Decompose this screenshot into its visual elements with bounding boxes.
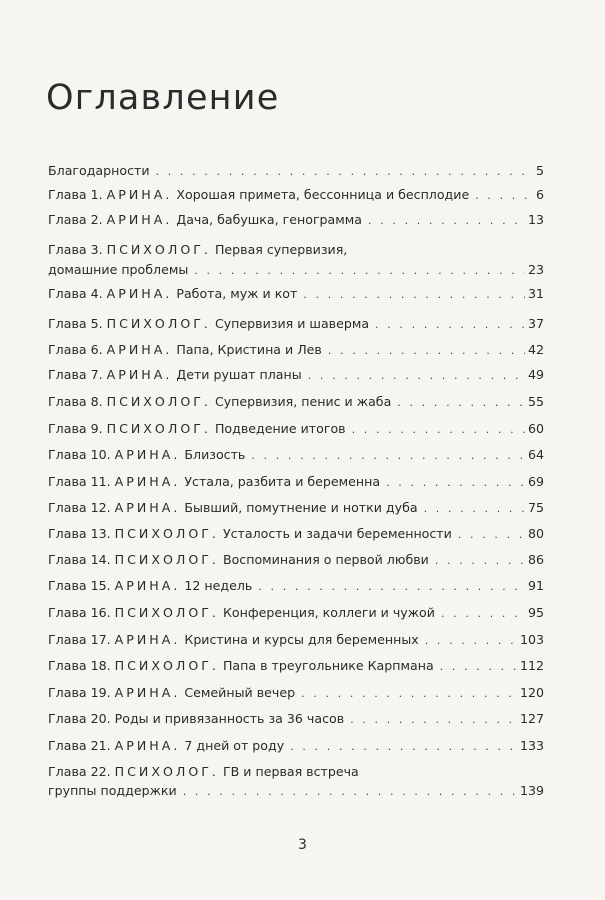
chapter-title: Семейный вечер xyxy=(184,685,296,700)
page-title: Оглавление xyxy=(46,78,280,118)
chapter-number: Глава 12. xyxy=(48,500,111,515)
chapter-role: ПСИХОЛОГ. xyxy=(106,316,211,331)
dot-leader xyxy=(194,263,525,279)
chapter-number: Глава 22. xyxy=(48,764,111,779)
page-reference: 112 xyxy=(519,658,544,673)
chapter-number: Глава 17. xyxy=(48,632,111,647)
chapter-role: АРИНА. xyxy=(114,447,181,462)
toc-entry[interactable] xyxy=(48,632,544,649)
chapter-number: Глава 21. xyxy=(48,738,111,753)
chapter-role: ПСИХОЛОГ. xyxy=(114,552,219,567)
chapter-role: АРИНА. xyxy=(106,286,173,301)
page-reference: 5 xyxy=(535,163,544,178)
chapter-title: Воспоминания о первой любви xyxy=(222,552,429,567)
chapter-role: ПСИХОЛОГ. xyxy=(114,764,219,779)
toc-entry[interactable] xyxy=(48,212,544,229)
chapter-number: Глава 9. xyxy=(48,421,103,436)
page-reference: 69 xyxy=(527,474,544,489)
chapter-number: Глава 14. xyxy=(48,552,111,567)
page-reference: 23 xyxy=(527,262,544,277)
chapter-role: ПСИХОЛОГ. xyxy=(106,421,211,436)
chapter-role: АРИНА. xyxy=(106,342,173,357)
chapter-role: АРИНА. xyxy=(114,632,181,647)
toc-entry[interactable] xyxy=(48,685,544,702)
page-reference: 37 xyxy=(527,316,544,331)
dot-leader xyxy=(251,448,525,464)
chapter-number: Глава 16. xyxy=(48,605,111,620)
chapter-role: ПСИХОЛОГ. xyxy=(106,394,211,409)
dot-leader xyxy=(301,686,517,702)
page-reference: 133 xyxy=(519,738,544,753)
chapter-role: ПСИХОЛОГ. xyxy=(106,242,211,257)
chapter-title: Супервизия и шаверма xyxy=(214,316,370,331)
page-reference: 127 xyxy=(519,711,544,726)
dot-leader xyxy=(156,164,533,180)
page-reference: 91 xyxy=(527,578,544,593)
chapter-role: АРИНА. xyxy=(114,500,181,515)
chapter-title: 12 недель xyxy=(184,578,253,593)
dot-leader xyxy=(368,213,525,229)
chapter-number: Глава 11. xyxy=(48,474,111,489)
chapter-role: ПСИХОЛОГ. xyxy=(114,658,219,673)
chapter-title: Хорошая примета, бессонница и бесплодие xyxy=(176,187,470,202)
chapter-title: Усталость и задачи беременности xyxy=(222,526,452,541)
toc-entry[interactable] xyxy=(48,552,544,569)
page-reference: 139 xyxy=(519,783,544,798)
page-reference: 75 xyxy=(527,500,544,515)
chapter-title: Дача, бабушка, генограмма xyxy=(176,212,362,227)
chapter-number: Глава 8. xyxy=(48,394,103,409)
page-reference: 42 xyxy=(527,342,544,357)
page-reference: 120 xyxy=(519,685,544,700)
toc-entry[interactable] xyxy=(48,526,544,543)
toc-entry[interactable] xyxy=(48,578,544,595)
dot-leader xyxy=(290,739,517,755)
chapter-number: Глава 19. xyxy=(48,685,111,700)
dot-leader xyxy=(425,633,517,649)
toc-entry[interactable] xyxy=(48,394,544,411)
dot-leader xyxy=(440,659,517,675)
chapter-role: ПСИХОЛОГ. xyxy=(114,605,219,620)
dot-leader xyxy=(258,579,525,595)
chapter-title: Дети рушат планы xyxy=(176,367,302,382)
chapter-title: Папа в треугольнике Карпмана xyxy=(222,658,434,673)
chapter-number: Глава 10. xyxy=(48,447,111,462)
page-reference: 13 xyxy=(527,212,544,227)
chapter-number: Глава 5. xyxy=(48,316,103,331)
dot-leader xyxy=(386,475,525,491)
chapter-role: АРИНА. xyxy=(106,367,173,382)
chapter-number: Глава 1. xyxy=(48,187,103,202)
chapter-number: Глава 3. xyxy=(48,242,103,257)
toc-entry[interactable] xyxy=(48,738,544,755)
toc-entry[interactable] xyxy=(48,342,544,359)
chapter-role: АРИНА. xyxy=(114,474,181,489)
page-reference: 86 xyxy=(527,552,544,567)
toc-entry[interactable] xyxy=(48,474,544,491)
dot-leader xyxy=(435,553,525,569)
toc-entry[interactable] xyxy=(48,421,544,438)
chapter-role: АРИНА. xyxy=(106,212,173,227)
toc-entry[interactable] xyxy=(48,163,544,180)
toc-entry[interactable] xyxy=(48,447,544,464)
chapter-number: Глава 15. xyxy=(48,578,111,593)
page-reference: 80 xyxy=(527,526,544,541)
toc-entry[interactable] xyxy=(48,316,544,333)
chapter-title: ГВ и первая встреча xyxy=(222,764,359,779)
toc-entry[interactable] xyxy=(48,242,544,279)
chapter-title: Бывший, помутнение и нотки дуба xyxy=(184,500,418,515)
page-reference: 6 xyxy=(535,187,544,202)
toc-entry[interactable] xyxy=(48,286,544,303)
chapter-title-continued: домашние проблемы xyxy=(48,262,189,277)
chapter-title: Устала, разбита и беременна xyxy=(184,474,381,489)
chapter-title: 7 дней от роду xyxy=(184,738,285,753)
chapter-number: Глава 6. xyxy=(48,342,103,357)
dot-leader xyxy=(303,287,525,303)
chapter-number: Глава 7. xyxy=(48,367,103,382)
page-reference: 95 xyxy=(527,605,544,620)
chapter-number: Глава 4. xyxy=(48,286,103,301)
chapter-title: Роды и привязанность за 36 часов xyxy=(114,711,345,726)
dot-leader xyxy=(458,527,525,543)
chapter-title: Конференция, коллеги и чужой xyxy=(222,605,435,620)
chapter-title-continued: группы поддержки xyxy=(48,783,177,798)
dot-leader xyxy=(350,712,517,728)
toc-entry[interactable] xyxy=(48,367,544,384)
toc-entry[interactable] xyxy=(48,605,544,622)
chapter-role: ПСИХОЛОГ. xyxy=(114,526,219,541)
chapter-number: Глава 20. xyxy=(48,711,111,726)
dot-leader xyxy=(475,188,533,204)
toc-entry[interactable] xyxy=(48,187,544,204)
page-number: 3 xyxy=(298,837,307,853)
page-reference: 60 xyxy=(527,421,544,436)
dot-leader xyxy=(328,343,525,359)
chapter-number: Глава 13. xyxy=(48,526,111,541)
dot-leader xyxy=(183,784,517,800)
dot-leader xyxy=(375,317,525,333)
dot-leader xyxy=(352,422,525,438)
chapter-number: Глава 2. xyxy=(48,212,103,227)
chapter-title: Кристина и курсы для беременных xyxy=(184,632,419,647)
dot-leader xyxy=(397,395,525,411)
page-reference: 55 xyxy=(527,394,544,409)
chapter-role: АРИНА. xyxy=(114,578,181,593)
toc-entry[interactable] xyxy=(48,658,544,675)
chapter-title: Подведение итогов xyxy=(214,421,346,436)
page-reference: 103 xyxy=(519,632,544,647)
chapter-title: Папа, Кристина и Лев xyxy=(176,342,322,357)
page-reference: 64 xyxy=(527,447,544,462)
chapter-role: АРИНА. xyxy=(106,187,173,202)
chapter-number: Глава 18. xyxy=(48,658,111,673)
toc-entry[interactable] xyxy=(48,711,544,728)
chapter-title: Супервизия, пенис и жаба xyxy=(214,394,392,409)
chapter-role: АРИНА. xyxy=(114,685,181,700)
toc-entry[interactable] xyxy=(48,764,544,800)
page-reference: 49 xyxy=(527,367,544,382)
page-reference: 31 xyxy=(527,286,544,301)
chapter-title: Работа, муж и кот xyxy=(176,286,298,301)
chapter-title: Близость xyxy=(184,447,246,462)
dot-leader xyxy=(441,606,525,622)
dot-leader xyxy=(424,501,525,517)
chapter-title: Первая супервизия, xyxy=(214,242,348,257)
toc-entry[interactable] xyxy=(48,500,544,517)
chapter-role: АРИНА. xyxy=(114,738,181,753)
chapter-title: Благодарности xyxy=(48,163,150,178)
dot-leader xyxy=(308,368,525,384)
